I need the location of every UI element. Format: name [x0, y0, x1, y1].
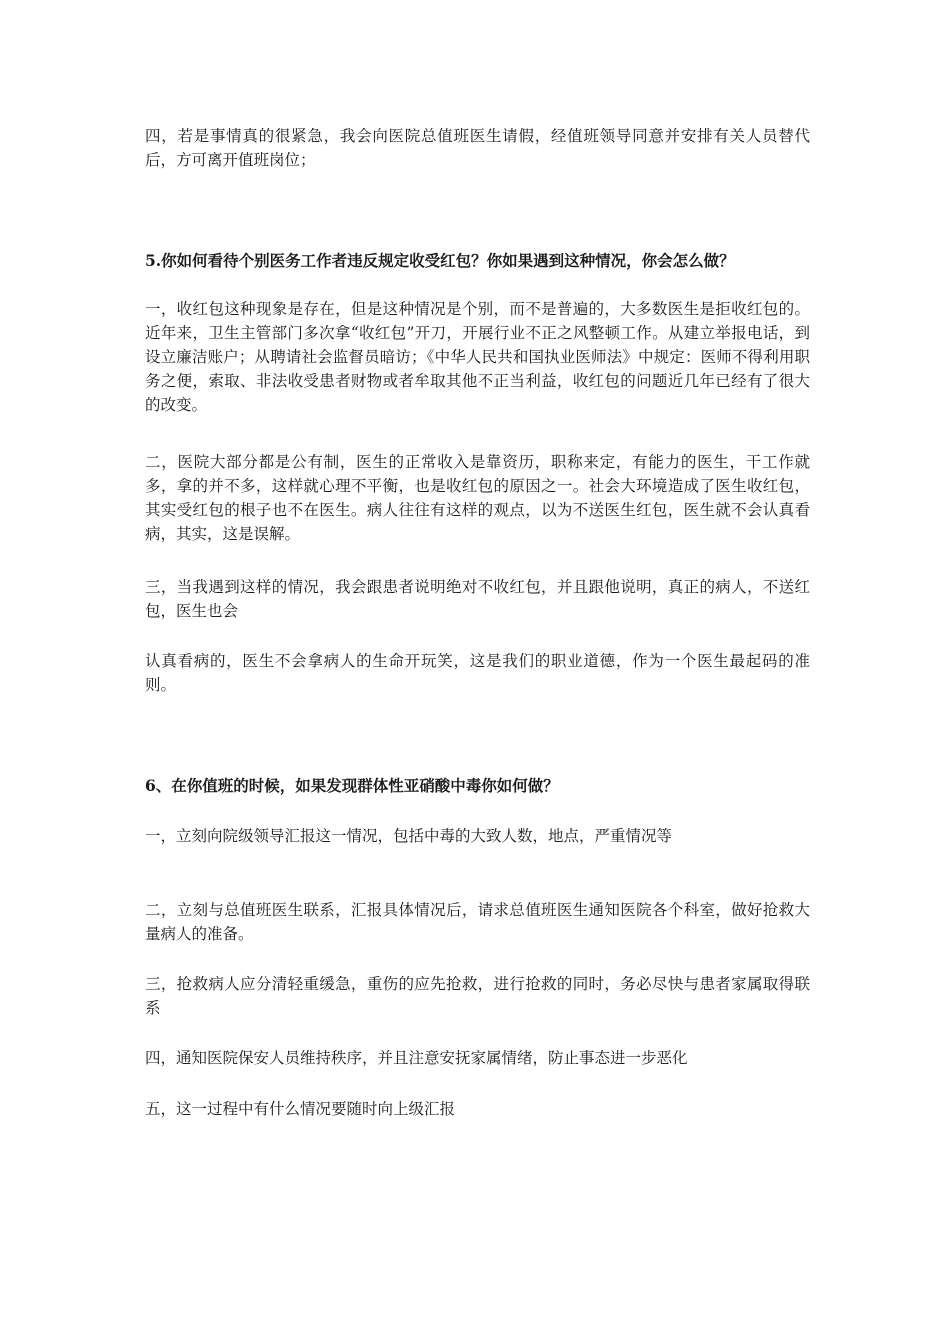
answer-5-point-2: 二，医院大部分都是公有制，医生的正常收入是靠资历，职称来定，有能力的医生，干工作就多，拿的并不多，这样就心理不平衡，也是收红包的原因之一。社会大环境造成了医生收红包，其实受红包的根子也不在医生。病人往往有这样的观点，以为不送医生红包，医生就不会认真看病，其实，这是误解。 — [145, 453, 810, 543]
answer-6-point-2: 二，立刻与总值班医生联系，汇报具体情况后，请求总值班医生通知医院各个科室，做好抢救大量病人的准备。 — [145, 901, 810, 943]
question-5-heading: 5.你如何看待个别医务工作者违反规定收受红包？你如果遇到这种情况，你会怎么做？ — [145, 251, 735, 270]
answer-6-point-1: 一，立刻向院级领导汇报这一情况，包括中毒的大致人数，地点，严重情况等 — [145, 827, 673, 845]
answer-6-point-4: 四，通知医院保安人员维持秩序，并且注意安抚家属情绪，防止事态进一步恶化 — [145, 1049, 688, 1067]
answer-5-point-3: 三，当我遇到这样的情况，我会跟患者说明绝对不收红包，并且跟他说明，真正的病人，不送红包，医生也会 — [145, 578, 810, 620]
answer-6-point-5: 五，这一过程中有什么情况要随时向上级汇报 — [145, 1100, 456, 1118]
answer-5-point-3-continued: 认真看病的，医生不会拿病人的生命开玩笑，这是我们的职业道德，作为一个医生最起码的准则。 — [145, 652, 810, 694]
answer-6-point-3: 三，抢救病人应分清轻重缓急，重伤的应先抢救，进行抢救的同时，务必尽快与患者家属取得联系 — [145, 975, 810, 1017]
question-6-heading: 6、在你值班的时候，如果发现群体性亚硝酸中毒你如何做？ — [145, 776, 559, 795]
paragraph-leave-request: 四，若是事情真的很紧急，我会向医院总值班医生请假，经值班领导同意并安排有关人员替代后，方可离开值班岗位； — [145, 127, 810, 169]
answer-5-point-1: 一，收红包这种现象是存在，但是这种情况是个别，而不是普遍的，大多数医生是拒收红包的。近年来，卫生主管部门多次拿“收红包”开刀，开展行业不正之风整顿工作。从建立举报电话，到设立廉洁账户；从聘请社会监督员暗访；《中华人民共和国执业医师法》中规定：医师不得利用职务之便，索取、非法收受患者财物或者牟取其他不正当利益，收红包的问题近几年已经有了很大的改变。 — [145, 300, 810, 414]
